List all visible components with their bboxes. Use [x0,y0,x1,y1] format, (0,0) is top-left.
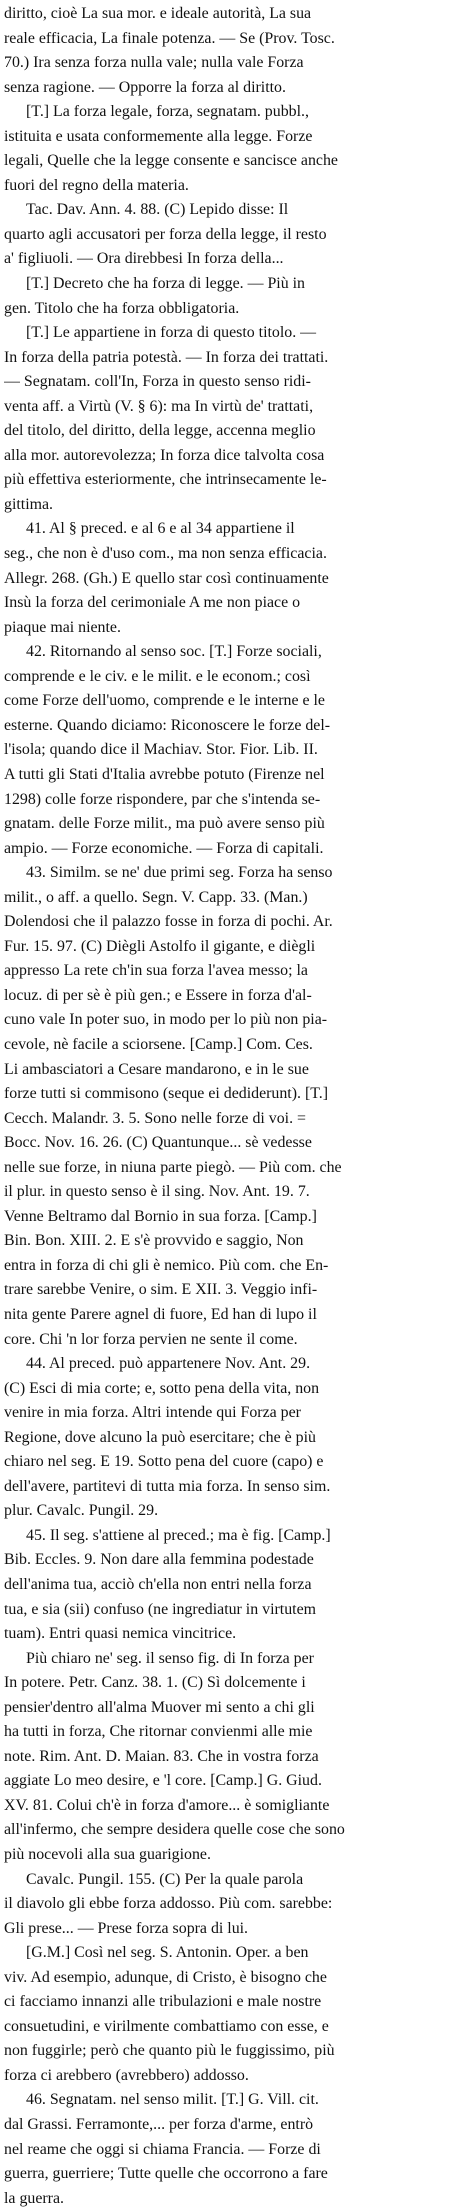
text-line: nel reame che oggi si chiama Francia. — Forze di [4,2140,321,2158]
text-line: esterne. Quando diciamo: Riconoscere le forze del- [4,716,331,734]
text-line: alla mor. autorevolezza; In forza dice talvolta cosa [4,446,325,464]
text-line: nelle sue forze, in niuna parte piegò. — Più com. che [4,1158,342,1176]
text-line: milit., o aff. a quello. Segn. V. Capp. 33. (Man.) [4,888,308,906]
text-line: seg., che non è d'uso com., ma non senza efficacia. [4,545,327,563]
text-line: gittima. [4,495,53,513]
text-line: [T.] Decreto che ha forza di legge. — Più in [26,275,306,293]
text-line: il plur. in questo senso è il sing. Nov. Ant. 19. 7. [4,1183,310,1201]
text-line: diritto, cioè La sua mor. e ideale autorità, La sua [4,5,312,22]
text-line: cevole, nè facile a sciorsene. [Camp.] Com. Ces. [4,1035,313,1053]
text-line: In potere. Petr. Canz. 38. 1. (C) Sì dolcemente i [4,1674,306,1692]
text-line: [T.] La forza legale, forza, segnatam. pubbl., [26,103,309,121]
text-line: dell'anima tua, acciò ch'ella non entri nella forza [4,1576,312,1593]
text-line: comprende e le civ. e le milit. e le econom.; così [4,667,311,685]
text-line: istituita e usata conformemente alla legge. Forze [4,127,313,145]
text-line: Bocc. Nov. 16. 26. (C) Quantunque... sè vedesse [4,1134,312,1152]
text-line: Fur. 15. 97. (C) Diègli Astolfo il gigante, e diègli [4,937,316,955]
text-line: — Segnatam. coll'In, Forza in questo senso ridi- [4,373,311,391]
text-line: come Forze dell'uomo, comprende e le interne e le [4,692,325,710]
text-line: A tutti gli Stati d'Italia avrebbe potuto (Firenze nel [4,765,325,783]
text-line: cuno vale In poter suo, in modo per lo più non pia- [4,1011,328,1029]
text-line: più nocevoli alla sua guarigione. [4,1846,211,1864]
text-line: [T.] Le appartiene in forza di questo titolo. — [26,324,317,342]
text-line: non fuggirle; però che quanto più le fuggissimo, più [4,2042,335,2060]
text-line: Insù la forza del cerimoniale A me non piace o [4,594,301,612]
text-line: 43. Similm. se ne' due primi seg. Forza ha senso [26,864,333,882]
text-line: 1298) colle forze rispondere, par che s'intenda se- [4,790,321,808]
text-line: [G.M.] Così nel seg. S. Antonin. Oper. a ben [26,1944,309,1962]
text-line: senza ragione. — Opporre la forza al diritto. [4,78,286,96]
text-line: all'infermo, che sempre desidera quelle cose che sono [4,1821,345,1839]
text-line: Gli prese... — Prese forza sopra di lui. [4,1919,249,1937]
text-line: trare sarebbe Venire, o sim. E XII. 3. Veggio infi- [4,1281,318,1299]
text-line: 46. Segnatam. nel senso milit. [T.] G. Vill. cit. [26,2091,319,2109]
text-line: entra in forza di chi gli è nemico. Più com. che En- [4,1256,329,1274]
text-line: fuori del regno della materia. [4,176,189,194]
text-line: a' figliuoli. — Ora direbbesi In forza della... [4,250,284,268]
text-line: Venne Beltramo dal Bornio in sua forza. [Camp.] [4,1207,317,1225]
text-line: viv. Ad esempio, adunque, di Cristo, è bisogno che [4,1968,327,1986]
text-line: XV. 81. Colui ch'è in forza d'amore... è somigliante [4,1796,330,1814]
text-line: Dolendosi che il palazzo fosse in forza di pochi. Ar. [4,913,333,931]
text-line: venire in mia forza. Altri intende qui Forza per [4,1404,301,1422]
text-line: ci facciamo innanzi alle tribulazioni e male nostre [4,1993,322,2011]
text-line: Regione, dove alcuno la può esercitare; che è più [4,1428,316,1446]
text-line: core. Chi 'n lor forza pervien ne sente il come. [4,1330,298,1348]
text-line: Bib. Eccles. 9. Non dare alla femmina podestade [4,1551,314,1569]
text-line: gen. Titolo che ha forza obbligatoria. [4,299,240,317]
text-line: ha tutti in forza, Che ritornar convienmi alle mie [4,1723,313,1741]
text-line: note. Rim. Ant. D. Maian. 83. Che in vostra forza [4,1747,319,1765]
text-line: 70.) Ira senza forza nulla vale; nulla vale Forza [4,54,304,72]
text-line: dal Grassi. Ferramonte,... per forza d'arme, entrò [4,2116,314,2134]
text-line: piaque mai niente. [4,618,121,636]
text-line: Li ambasciatori a Cesare mandarono, e in le sue [4,1060,309,1078]
text-line: l'isola; quando dice il Machiav. Stor. Fior. Lib. II. [4,741,318,759]
text-line: Cavalc. Pungil. 155. (C) Per la quale parola [26,1870,304,1888]
text-line: il diavolo gli ebbe forza addosso. Più com. sarebbe: [4,1895,333,1913]
text-line: Tac. Dav. Ann. 4. 88. (C) Lepido disse: Il [26,201,289,219]
text-line: Bin. Bon. XIII. 2. E s'è provvido e saggio, Non [4,1232,304,1250]
text-line: 42. Ritornando al senso soc. [T.] Forze sociali, [26,643,322,661]
text-line: chiaro nel seg. E 19. Sotto pena del cuore (capo) e [4,1453,324,1471]
text-line: ampio. — Forze economiche. — Forza di capitali. [4,839,324,857]
text-line: gnatam. delle Forze milit., ma può avere senso più [4,815,325,833]
text-line: più effettiva esteriormente, che intrinsecamente le- [4,471,327,489]
text-line: legali, Quelle che la legge consente e sancisce anche [4,152,338,170]
text-line: In forza della patria potestà. — In forza dei trattati. [4,348,329,366]
text-line: (C) Esci di mia corte; e, sotto pena della vita, non [4,1379,320,1397]
text-line: 41. Al § preced. e al 6 e al 34 appartiene il [26,520,295,538]
text-line: quarto agli accusatori per forza della legge, il resto [4,225,327,243]
text-line: consuetudini, e virilmente combattiamo con esse, e [4,2017,329,2035]
text-line: tuam). Entri quasi nemica vincitrice. [4,1625,237,1643]
text-line: forza ci arebbero (avrebbero) addosso. [4,2066,249,2084]
text-line: pensier'dentro all'alma Muover mi sento a chi gli [4,1698,315,1716]
text-line: plur. Cavalc. Pungil. 29. [4,1502,159,1520]
text-line: forze tutti si commisono (seque ei dediderunt). [T.] [4,1085,329,1103]
text-line: 45. Il seg. s'attiene al preced.; ma è fig. [Camp.] [26,1526,331,1544]
text-line: dell'avere, partitevi di tutta mia forza. In senso sim. [4,1477,331,1495]
text-line: locuz. di per sè è più gen.; e Essere in forza d'al- [4,986,312,1004]
text-line: del titolo, del diritto, della legge, accenna meglio [4,422,316,440]
text-line: aggiate Lo meo desire, e 'l core. [Camp.] G. Giud. [4,1772,322,1790]
text-line: Allegr. 268. (Gh.) E quello star così continuamente [4,569,329,587]
text-line: la guerra. [4,2189,64,2207]
text-line: guerra, guerriere; Tutte quelle che occorrono a fare [4,2165,328,2183]
text-line: nita gente Parere agnel di fuore, Ed han di lupo il [4,1305,317,1323]
text-line: Più chiaro ne' seg. il senso fig. di In forza per [26,1649,314,1667]
text-line: appresso La rete ch'in sua forza l'avea messo; la [4,962,308,980]
text-line: venta aff. a Virtù (V. § 6): ma In virtù de' trattati, [4,397,314,415]
text-line: tua, e sia (sii) confuso (ne ingrediatur in virtutem [4,1600,316,1618]
text-line: 44. Al preced. può appartenere Nov. Ant. 29. [26,1355,311,1373]
text-line: reale efficacia, La finale potenza. — Se (Prov. Tosc. [4,29,335,47]
text-line: Cecch. Malandr. 3. 5. Sono nelle forze di voi. = [4,1109,306,1127]
